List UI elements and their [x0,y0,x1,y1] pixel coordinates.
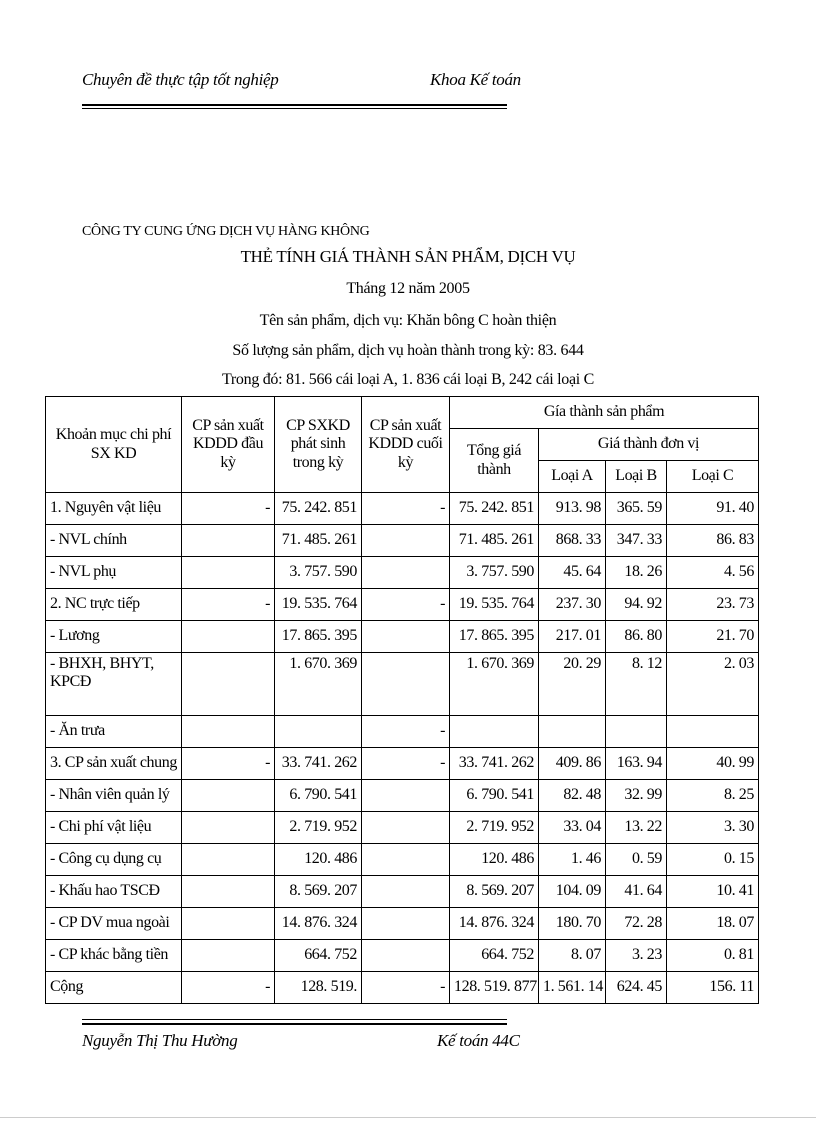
cell-type-a: 1. 561. 14 [539,972,606,1004]
cell-arising: 120. 486 [275,844,362,876]
cell-type-a: 217. 01 [539,621,606,653]
cost-table-body [46,493,759,1004]
cell-item: - Ăn trưa [46,716,182,748]
cell-begin [182,780,275,812]
cell-type-b: 0. 59 [606,844,667,876]
cell-type-b: 347. 33 [606,525,667,557]
cell-item: - Công cụ dụng cụ [46,844,182,876]
cell-item: - CP khác bằng tiền [46,940,182,972]
cell-arising: 128. 519. [275,972,362,1004]
footer-left-text: Nguyễn Thị Thu Hường [82,1031,238,1050]
header-end: CP sản xuất KDDD cuối kỳ [362,397,450,493]
header-arising: CP SXKD phát sinh trong kỳ [275,397,362,493]
cell-item: - Chi phí vật liệu [46,812,182,844]
cell-type-b: 41. 64 [606,876,667,908]
cell-type-a: 868. 33 [539,525,606,557]
cell-type-c: 10. 41 [667,876,759,908]
cell-type-b [606,716,667,748]
cell-type-b: 18. 26 [606,557,667,589]
table-row [46,748,759,780]
cell-total: 14. 876. 324 [450,908,539,940]
header-type-b: Loại B [606,461,667,493]
table-row [46,812,759,844]
cell-arising: 75. 242. 851 [275,493,362,525]
table-row [46,972,759,1004]
header-total: Tổng giá thành [450,429,539,493]
table-row [46,621,759,653]
cell-end: - [362,748,450,780]
cell-end: - [362,493,450,525]
cell-type-b: 8. 12 [606,653,667,716]
cell-end [362,908,450,940]
header-type-a: Loại A [539,461,606,493]
cell-type-a: 45. 64 [539,557,606,589]
document-month: Tháng 12 năm 2005 [346,280,470,297]
cell-type-a: 8. 07 [539,940,606,972]
cell-type-c: 23. 73 [667,589,759,621]
cell-type-b: 86. 80 [606,621,667,653]
cell-item: - Khấu hao TSCĐ [46,876,182,908]
header-left-text: Chuyên đề thực tập tốt nghiệp [82,70,279,89]
cell-begin [182,557,275,589]
cell-begin [182,621,275,653]
cell-end [362,876,450,908]
cell-end [362,621,450,653]
header-cost-group: Gía thành sản phẩm [450,397,759,429]
header-item: Khoản mục chi phí SX KD [46,397,182,493]
cell-total: 6. 790. 541 [450,780,539,812]
cell-end: - [362,589,450,621]
cell-item: 3. CP sản xuất chung [46,748,182,780]
cell-type-a: 33. 04 [539,812,606,844]
cell-type-a: 409. 86 [539,748,606,780]
cell-end [362,940,450,972]
cell-type-c: 18. 07 [667,908,759,940]
cell-item: - BHXH, BHYT, KPCĐ [46,653,182,716]
cell-type-b: 32. 99 [606,780,667,812]
cell-arising: 14. 876. 324 [275,908,362,940]
cell-arising: 2. 719. 952 [275,812,362,844]
cell-type-b: 3. 23 [606,940,667,972]
document-title: THẺ TÍNH GIÁ THÀNH SẢN PHẨM, DỊCH VỤ [240,247,576,266]
cell-end [362,557,450,589]
cell-type-b: 13. 22 [606,812,667,844]
cell-arising: 664. 752 [275,940,362,972]
cell-total: 75. 242. 851 [450,493,539,525]
cell-type-a: 82. 48 [539,780,606,812]
header-right-text: Khoa Kế toán [430,70,521,89]
cell-total: 33. 741. 262 [450,748,539,780]
cell-begin: - [182,493,275,525]
cell-end [362,812,450,844]
cell-end: - [362,972,450,1004]
cell-arising: 19. 535. 764 [275,589,362,621]
cost-table [45,396,759,1004]
product-name-line: Tên sản phẩm, dịch vụ: Khăn bông C hoàn thiện [259,312,557,329]
footer-rule-thin [82,1019,507,1020]
cell-total: 71. 485. 261 [450,525,539,557]
cell-total: 8. 569. 207 [450,876,539,908]
table-row [46,844,759,876]
cell-type-c [667,716,759,748]
cell-total: 2. 719. 952 [450,812,539,844]
header-rule-thin [82,108,507,109]
cell-begin [182,812,275,844]
cell-total [450,716,539,748]
table-row [46,589,759,621]
cell-type-c: 0. 15 [667,844,759,876]
cell-total: 19. 535. 764 [450,589,539,621]
cell-type-a: 180. 70 [539,908,606,940]
cell-type-c: 21. 70 [667,621,759,653]
cell-type-a: 1. 46 [539,844,606,876]
cell-type-a [539,716,606,748]
cell-arising: 33. 741. 262 [275,748,362,780]
cell-item: - NVL phụ [46,557,182,589]
cell-type-b: 163. 94 [606,748,667,780]
cell-type-a: 20. 29 [539,653,606,716]
cell-item: Cộng [46,972,182,1004]
cell-type-b: 72. 28 [606,908,667,940]
cell-type-a: 104. 09 [539,876,606,908]
cell-arising [275,716,362,748]
cell-arising: 8. 569. 207 [275,876,362,908]
cell-item: 2. NC trực tiếp [46,589,182,621]
header-type-c: Loại C [667,461,759,493]
cell-total: 1. 670. 369 [450,653,539,716]
cell-type-c: 40. 99 [667,748,759,780]
cell-type-c: 0. 81 [667,940,759,972]
header-rule [82,104,507,106]
cell-type-c: 2. 03 [667,653,759,716]
cell-begin [182,525,275,557]
cell-total: 3. 757. 590 [450,557,539,589]
cell-type-c: 8. 25 [667,780,759,812]
cell-item: - CP DV mua ngoài [46,908,182,940]
footer-right-text: Kế toán 44C [437,1031,520,1050]
table-row [46,557,759,589]
cell-type-b: 624. 45 [606,972,667,1004]
table-row [46,908,759,940]
company-name: CÔNG TY CUNG ỨNG DỊCH VỤ HÀNG KHÔNG [82,224,370,239]
cell-total: 17. 865. 395 [450,621,539,653]
cell-arising: 3. 757. 590 [275,557,362,589]
quantity-line: Số lượng sản phẩm, dịch vụ hoàn thành trong kỳ: 83. 644 [232,342,584,359]
cell-total: 120. 486 [450,844,539,876]
cell-type-a: 913. 98 [539,493,606,525]
cell-type-c: 4. 56 [667,557,759,589]
table-row [46,876,759,908]
cell-type-b: 94. 92 [606,589,667,621]
cell-item: - Lương [46,621,182,653]
header-unit-group: Giá thành đơn vị [539,429,759,461]
cell-begin [182,940,275,972]
footer-rule [82,1023,507,1025]
cell-begin [182,844,275,876]
cell-begin [182,653,275,716]
cell-type-c: 3. 30 [667,812,759,844]
cell-begin [182,876,275,908]
table-row [46,940,759,972]
table-row [46,716,759,748]
header-begin: CP sản xuất KDDD đầu kỳ [182,397,275,493]
cell-total: 128. 519. 877 [450,972,539,1004]
cell-begin [182,716,275,748]
cell-total: 664. 752 [450,940,539,972]
cell-arising: 1. 670. 369 [275,653,362,716]
cell-type-b: 365. 59 [606,493,667,525]
cell-type-c: 156. 11 [667,972,759,1004]
cell-begin: - [182,748,275,780]
cell-arising: 71. 485. 261 [275,525,362,557]
cell-end [362,525,450,557]
table-row [46,653,759,716]
cell-end [362,780,450,812]
table-row [46,525,759,557]
cell-begin: - [182,972,275,1004]
cell-type-c: 91. 40 [667,493,759,525]
cell-item: - NVL chính [46,525,182,557]
cell-begin: - [182,589,275,621]
cell-begin [182,908,275,940]
table-row [46,493,759,525]
cell-end: - [362,716,450,748]
table-row [46,780,759,812]
cell-arising: 6. 790. 541 [275,780,362,812]
cell-type-c: 86. 83 [667,525,759,557]
cell-item: - Nhân viên quản lý [46,780,182,812]
cell-end [362,844,450,876]
cell-item: 1. Nguyên vật liệu [46,493,182,525]
cell-type-a: 237. 30 [539,589,606,621]
page-bottom-line [0,1117,816,1118]
cell-arising: 17. 865. 395 [275,621,362,653]
breakdown-line: Trong đó: 81. 566 cái loại A, 1. 836 cái loại B, 242 cái loại C [221,371,595,388]
cell-end [362,653,450,716]
